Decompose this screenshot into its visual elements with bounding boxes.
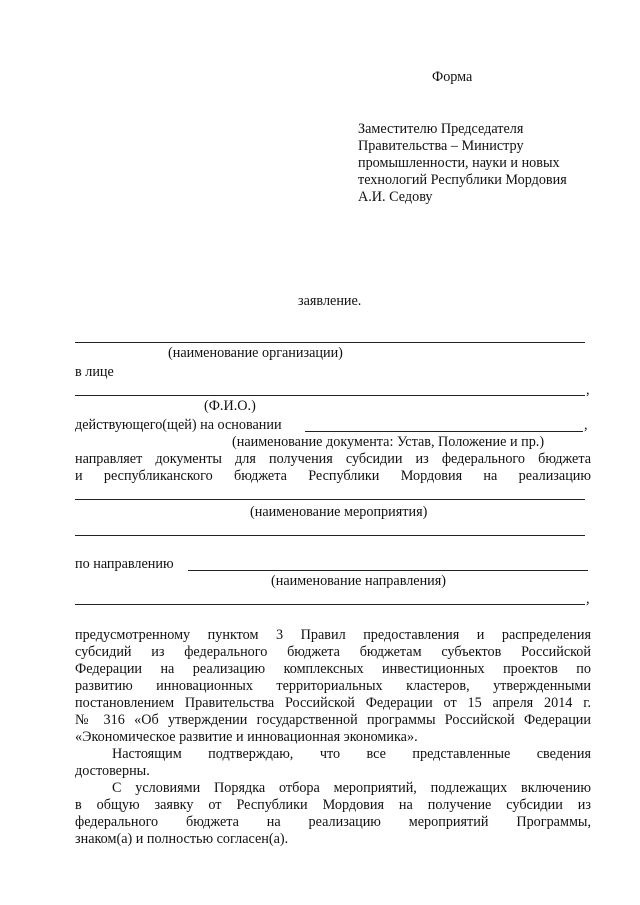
body-line: развитию инновационных территориальных кластеров, утвержденными [75,678,591,694]
body-line: Федерации на реализацию комплексных инвестиционных проектов по [75,661,591,677]
direction-hint: (наименование направления) [271,573,447,589]
sends-line: и республиканского бюджета Республики Мордовия на реализацию [75,468,591,484]
body-line: предусмотренному пунктом 3 Правил предоставления и распределения [75,627,591,643]
body-line: «Экономическое развитие и инновационная экономика». [75,729,418,745]
confirm-line: достоверны. [75,763,150,779]
sends-line: направляет документы для получения субсидии из федерального бюджета [75,451,591,467]
basis-comma: , [584,417,588,433]
addressee-line: А.И. Седову [358,189,433,205]
addressee-line: Заместителю Председателя [358,121,524,137]
conditions-line: знаком(а) и полностью согласен(а). [75,831,289,847]
acting-basis-label: действующего(щей) на основании [75,417,282,433]
basis-document-field[interactable] [305,431,583,432]
direction-comma: , [586,591,590,607]
form-label: Форма [432,69,473,85]
event-hint: (наименование мероприятия) [250,504,428,520]
conditions-line: С условиями Порядка отбора мероприятий, подлежащих включению [112,780,591,796]
document-title: заявление. [298,293,362,309]
direction-field-continuation[interactable] [75,604,585,605]
direction-label: по направлению [75,556,174,572]
fio-field[interactable] [75,395,585,396]
fio-comma: , [586,382,590,398]
confirm-line: Настоящим подтверждаю, что все представленные сведения [112,746,591,762]
in-person-label: в лице [75,364,114,380]
addressee-line: технологий Республики Мордовия [358,172,567,188]
organization-field[interactable] [75,342,585,343]
addressee-line: Правительства – Министру [358,138,524,154]
event-field[interactable] [75,499,585,500]
conditions-line: федерального бюджета на реализацию мероприятий Программы, [75,814,591,830]
direction-field[interactable] [188,570,588,571]
body-line: субсидий из федерального бюджета бюджетам субъектов Российской [75,644,591,660]
body-line: № 316 «Об утверждении государственной программы Российской Федерации [75,712,591,728]
conditions-line: в общую заявку от Республики Мордовия на получение субсидии из [75,797,591,813]
event-field-continuation[interactable] [75,535,585,536]
fio-hint: (Ф.И.О.) [204,398,256,414]
body-line: постановлением Правительства Российской Федерации от 15 апреля 2014 г. [75,695,591,711]
basis-document-hint: (наименование документа: Устав, Положение и пр.) [232,434,545,450]
addressee-line: промышленности, науки и новых [358,155,560,171]
organization-hint: (наименование организации) [168,345,343,361]
